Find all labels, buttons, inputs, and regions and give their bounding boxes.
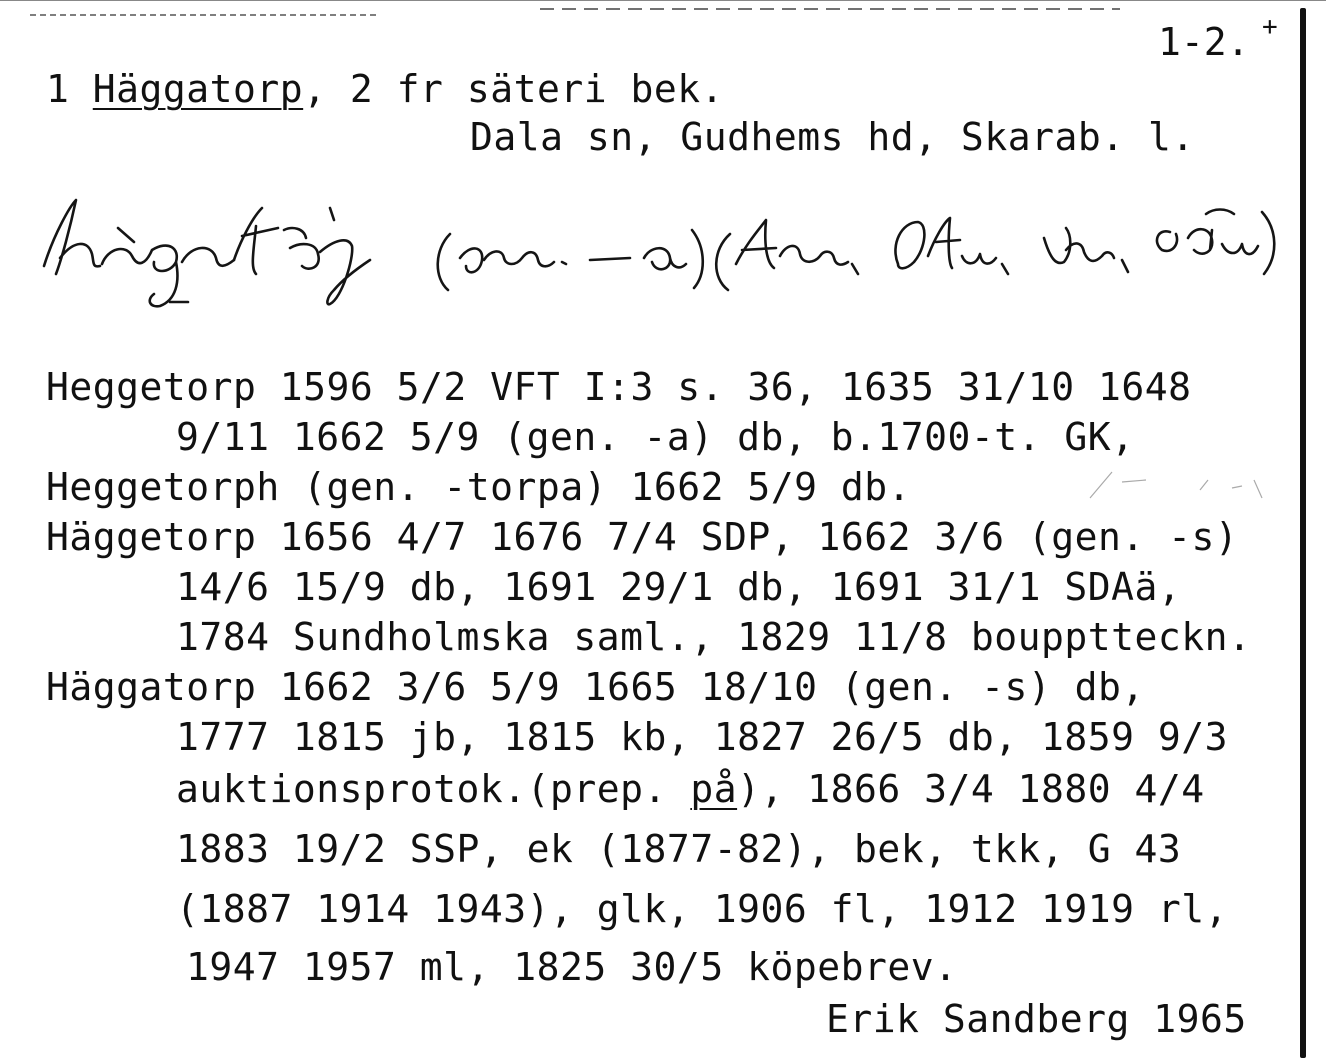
entry-haggatorp-2: 1777 1815 jb, 1815 kb, 1827 26/5 db, 1859 9/3: [176, 715, 1229, 759]
heading-line: [46, 66, 724, 112]
handwritten-pronunciation: [30, 178, 1280, 318]
faint-pencil-marks: [1082, 468, 1292, 508]
entry-heggetorp-1: Heggetorp 1596 5/2 VFT I:3 s. 36, 1635 31/10 1648: [46, 365, 1192, 409]
entry-haggatorp-3: [176, 766, 1205, 812]
location-line: Dala sn, Gudhems hd, Skarab. l.: [470, 115, 1195, 159]
entry-haggatorp-6: 1947 1957 ml, 1825 30/5 köpebrev.: [186, 945, 958, 989]
entry-part-underlined: på: [690, 767, 738, 811]
signature: Erik Sandberg 1965: [826, 997, 1247, 1041]
entry-haggatorp-5: (1887 1914 1943), glk, 1906 fl, 1912 1919 rl,: [176, 887, 1229, 931]
entry-heggetorph: Heggetorph (gen. -torpa) 1662 5/9 db.: [46, 465, 911, 509]
entry-part-c: ), 1866 3/4 1880 4/4: [737, 767, 1205, 811]
card-plus-mark: +: [1262, 12, 1278, 42]
heading-suffix: , 2 fr säteri bek.: [303, 67, 724, 111]
place-name: Häggatorp: [92, 67, 304, 111]
card-right-edge: [1300, 8, 1306, 1058]
entry-haggetorp-2: 14/6 15/9 db, 1691 29/1 db, 1691 31/1 SDAä,: [176, 565, 1182, 609]
entry-haggatorp-4: 1883 19/2 SSP, ek (1877-82), bek, tkk, G 43: [176, 827, 1182, 871]
entry-part-a: auktionsprotok.(prep.: [176, 767, 691, 811]
entry-haggetorp-3: 1784 Sundholmska saml., 1829 11/8 boupptteckn.: [176, 615, 1252, 659]
entry-haggetorp-1: Häggetorp 1656 4/7 1676 7/4 SDP, 1662 3/6 (gen. -s): [46, 515, 1239, 559]
card-top-edge: [0, 0, 1326, 18]
entry-haggatorp-1: Häggatorp 1662 3/6 5/9 1665 18/10 (gen. -s) db,: [46, 665, 1145, 709]
heading-prefix: 1: [46, 67, 93, 111]
entry-heggetorp-2: 9/11 1662 5/9 (gen. -a) db, b.1700-t. GK,: [176, 415, 1135, 459]
card-number: 1-2.: [1158, 20, 1250, 64]
